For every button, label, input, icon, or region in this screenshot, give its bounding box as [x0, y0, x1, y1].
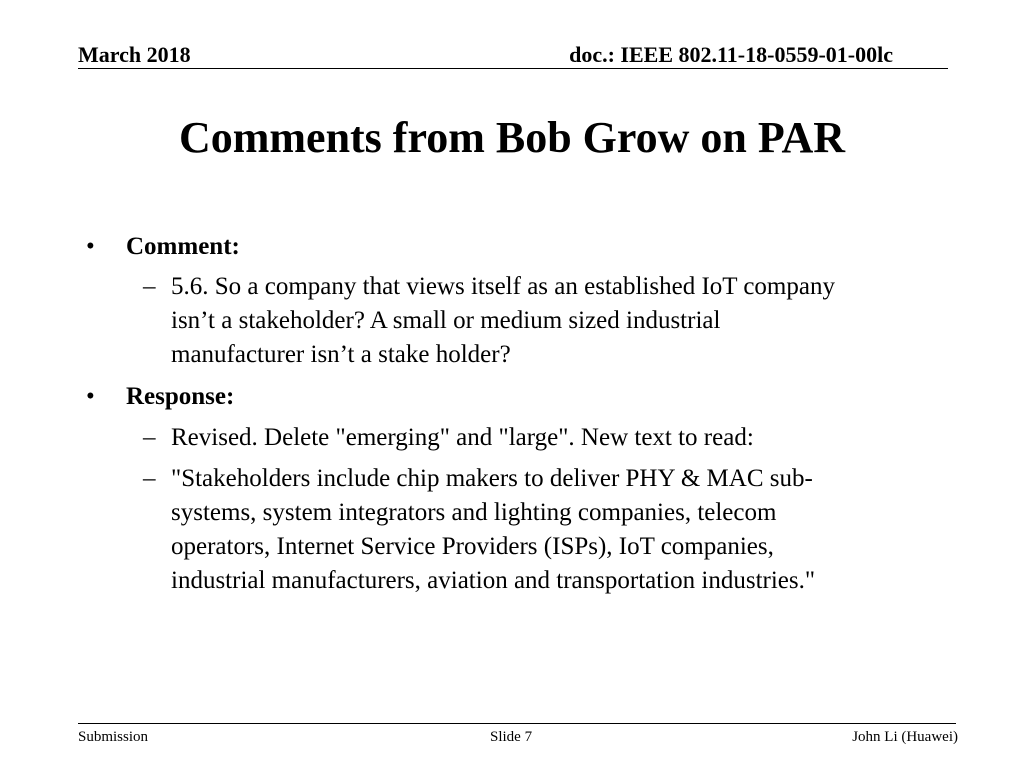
comment-line: isn’t a stakeholder? A small or medium sized industrial — [171, 307, 721, 334]
response-line: "Stakeholders include chip makers to deliver PHY & MAC sub- — [171, 465, 813, 492]
bullet-icon: • — [86, 233, 95, 260]
dash-icon: – — [143, 273, 156, 300]
footer-author: John Li (Huawei) — [852, 729, 958, 745]
footer-slide-number: Slide 7 — [490, 729, 533, 745]
dash-icon: – — [143, 465, 156, 492]
response-line: operators, Internet Service Providers (ISPs), IoT companies, — [171, 533, 774, 560]
bullet-icon: • — [86, 383, 95, 410]
comment-line: manufacturer isn’t a stake holder? — [171, 341, 511, 368]
response-line: systems, system integrators and lighting companies, telecom — [171, 499, 777, 526]
comment-line: 5.6. So a company that views itself as an established IoT company — [171, 273, 835, 300]
footer-divider — [78, 723, 956, 724]
response-line: industrial manufacturers, aviation and transportation industries." — [171, 567, 816, 594]
header-doc-id: doc.: IEEE 802.11-18-0559-01-00lc — [569, 42, 893, 67]
bullet-label-response: Response: — [126, 383, 235, 410]
bullet-label-comment: Comment: — [126, 233, 240, 260]
slide-title: Comments from Bob Grow on PAR — [178, 113, 846, 162]
response-line: Revised. Delete "emerging" and "large". New text to read: — [171, 424, 754, 451]
header-date: March 2018 — [78, 42, 191, 67]
footer-submission: Submission — [78, 729, 149, 745]
dash-icon: – — [143, 424, 156, 451]
